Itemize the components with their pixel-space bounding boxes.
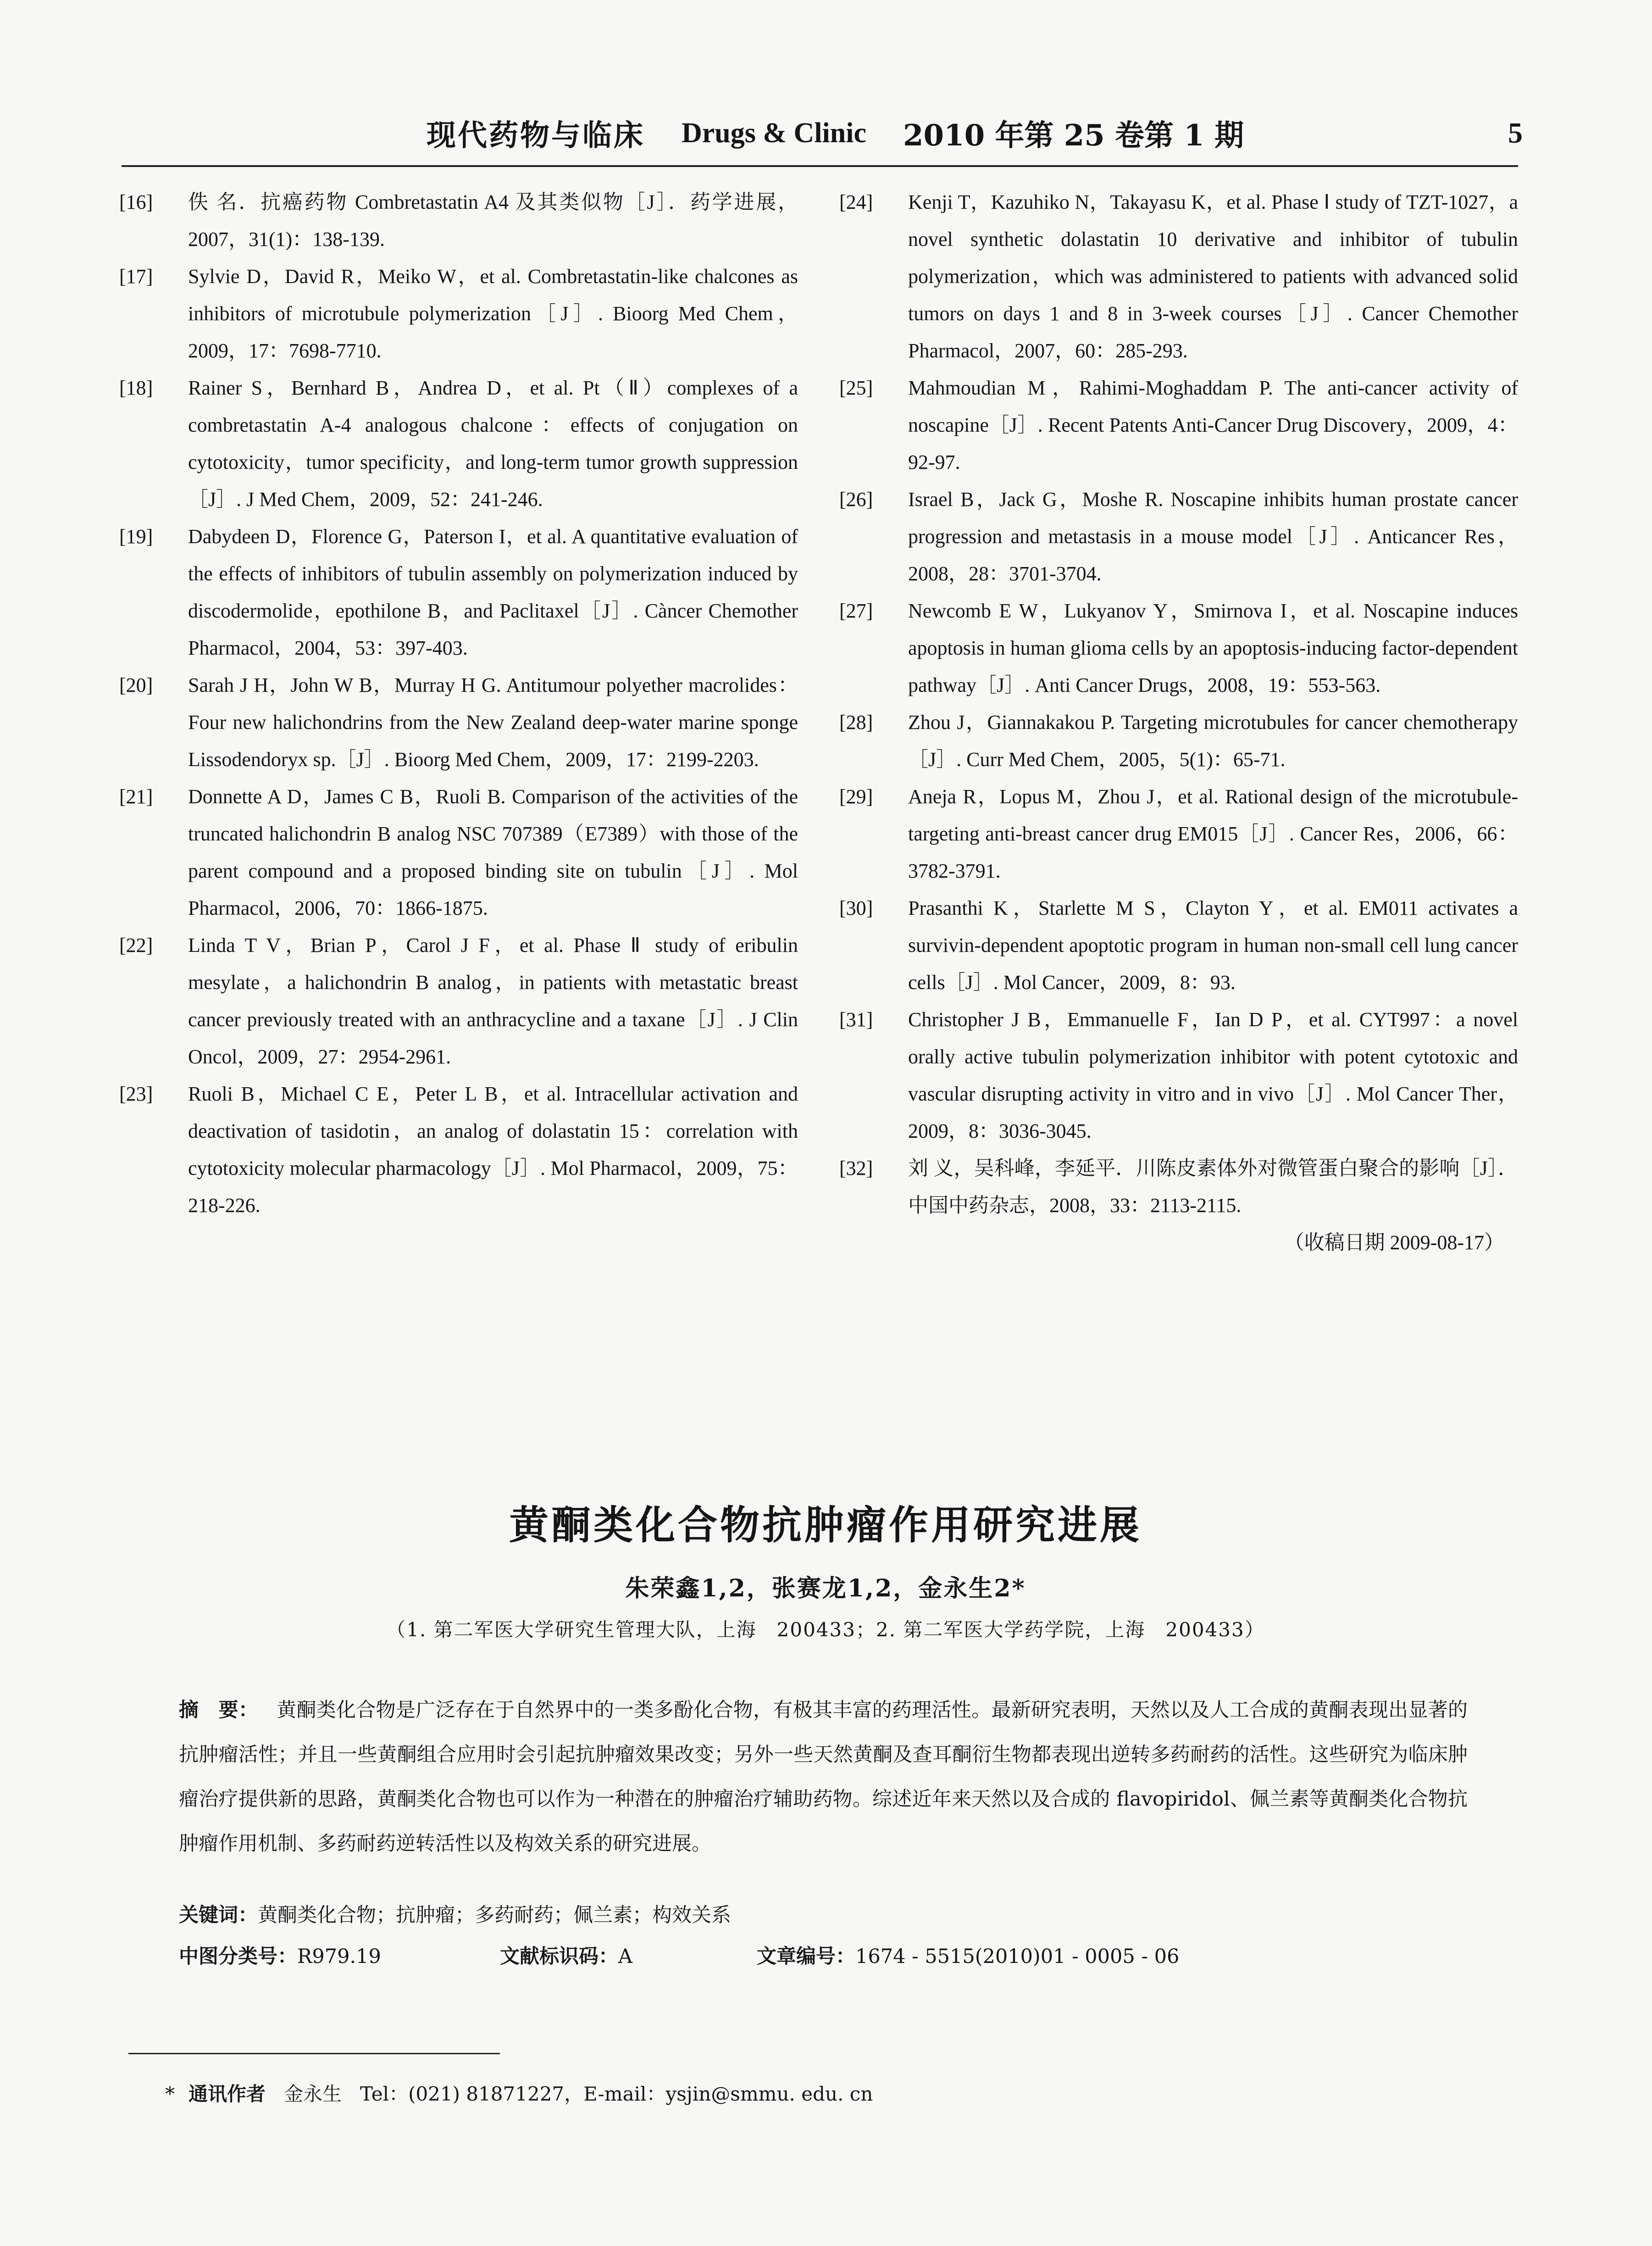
article-title: 黄酮类化合物抗肿瘤作用研究进展: [509, 1502, 1142, 1548]
reference-number: [26]: [839, 488, 873, 511]
article-number-value: 1674 - 5515(2010)01 - 0005 - 06: [855, 1945, 1180, 1968]
reference-item: [119, 518, 798, 667]
reference-text: Israel B，Jack G，Moshe R. Noscapine inhibits human prostate cancer progression and metastasis in a mouse model［J］. Anticancer Res，2008，28：3701-3704.: [908, 488, 1518, 585]
reference-item: [839, 1150, 1518, 1224]
reference-item: [119, 778, 798, 927]
reference-number: [19]: [119, 525, 153, 548]
reference-item: [839, 369, 1518, 481]
clc-value: R979.19: [297, 1945, 381, 1968]
reference-text: Sarah J H，John W B，Murray H G. Antitumour polyether macrolides：Four new halichondrins from the New Zealand deep-water marine sponge Lissodendoryx sp.［J］. Bioorg Med Chem，2009，17：2199-2203.: [188, 674, 798, 771]
classification-line: [179, 1938, 1468, 1975]
reference-text: 佚 名．抗癌药物 Combretastatin A4 及其类似物［J］．药学进展，2007，31(1)：138-139.: [188, 191, 798, 250]
footnote-label: 通讯作者: [188, 2083, 266, 2105]
keywords-text: 黄酮类化合物；抗肿瘤；多药耐药；佩兰素；构效关系: [258, 1904, 731, 1927]
doc-code-label: 文献标识码：: [500, 1945, 618, 1968]
references-right-column: [839, 183, 1518, 1261]
abstract-label: 摘 要：: [179, 1699, 259, 1722]
reference-number: [28]: [839, 711, 873, 734]
reference-number: [23]: [119, 1083, 153, 1105]
journal-issue: 2010 年第 25 卷第 1 期: [903, 118, 1244, 153]
reference-item: [119, 1075, 798, 1224]
reference-text: Newcomb E W，Lukyanov Y，Smirnova I，et al. Noscapine induces apoptosis in human glioma cells by an apoptosis-inducing factor-dependent pathway［J］. Anti Cancer Drugs，2008，19：553-563.: [908, 600, 1518, 696]
reference-number: [31]: [839, 1008, 873, 1031]
article-authors: 朱荣鑫1,2，张赛龙1,2，金永生2*: [625, 1574, 1026, 1602]
reference-item: [119, 183, 798, 258]
reference-text: Sylvie D，David R，Meiko W，et al. Combretastatin-like chalcones as inhibitors of microtubule polymerization［J］. Bioorg Med Chem，2009，17：7698-7710.: [188, 265, 798, 362]
reference-item: [839, 183, 1518, 369]
reference-text: Christopher J B，Emmanuelle F，Ian D P，et al. CYT997：a novel orally active tubulin polymerization inhibitor with potent cytotoxic and vascular disrupting activity in vitro and in vivo［J］. Mol Cancer Ther，2009，8：3036-3045.: [908, 1008, 1518, 1142]
journal-name-en: Drugs & Clinic: [682, 117, 866, 149]
references-left-column: [119, 183, 798, 1224]
reference-number: [20]: [119, 674, 153, 696]
reference-text: Mahmoudian M，Rahimi-Moghaddam P. The anti-cancer activity of noscapine［J］. Recent Patents Anti-Cancer Drug Discovery，2009，4：92-97.: [908, 377, 1518, 473]
article-affiliation: （1. 第二军医大学研究生管理大队，上海 200433；2. 第二军医大学药学院，上海 200433）: [386, 1618, 1265, 1641]
reference-number: [30]: [839, 897, 873, 919]
reference-number: [24]: [839, 191, 873, 213]
reference-item: [119, 369, 798, 518]
reference-item: [839, 592, 1518, 704]
reference-number: [25]: [839, 377, 873, 399]
reference-item: [119, 258, 798, 369]
reference-number: [27]: [839, 600, 873, 622]
reference-text: Zhou J，Giannakakou P. Targeting microtubules for cancer chemotherapy［J］. Curr Med Chem，2005，5(1)：65-71.: [908, 711, 1518, 771]
footnote-contact: Tel：(021) 81871227，E-mail：ysjin@smmu. edu. cn: [360, 2083, 873, 2105]
keywords-label: 关键词：: [179, 1904, 258, 1927]
reference-number: [16]: [119, 191, 153, 213]
reference-item: [839, 704, 1518, 778]
page-header: [128, 96, 1523, 170]
reference-text: Ruoli B，Michael C E，Peter L B，et al. Intracellular activation and deactivation of tasidotin，an analog of dolastatin 15：correlation with cytotoxicity molecular pharmacology［J］. Mol Pharmacol，2009，75：218-226.: [188, 1083, 798, 1217]
reference-text: Donnette A D，James C B，Ruoli B. Comparison of the activities of the truncated halichondrin B analog NSC 707389（E7389）with those of the parent compound and a proposed binding site on tubulin［J］. Mol Pharmacol，2006，70：1866-1875.: [188, 785, 798, 919]
reference-number: [21]: [119, 785, 153, 808]
header-rule: [122, 165, 1518, 167]
abstract: [179, 1688, 1468, 1866]
page-number: 5: [1508, 117, 1523, 149]
clc-field: [179, 1938, 500, 1975]
reference-item: [839, 778, 1518, 890]
article-number-label: 文章编号：: [757, 1945, 855, 1968]
abstract-text: 黄酮类化合物是广泛存在于自然界中的一类多酚化合物，有极其丰富的药理活性。最新研究表明，天然以及人工合成的黄酮表现出显著的抗肿瘤活性；并且一些黄酮组合应用时会引起抗肿瘤效果改变；另外一些天然黄酮及查耳酮衍生物都表现出逆转多药耐药的活性。这些研究为临床肿瘤治疗提供新的思路，黄酮类化合物也可以作为一种潜在的肿瘤治疗辅助药物。综述近年来天然以及合成的 flavopiridol、佩兰素等黄酮类化合物抗肿瘤作用机制、多药耐药逆转活性以及构效关系的研究进展。: [179, 1699, 1468, 1855]
journal-name-cn: 现代药物与临床: [427, 118, 645, 153]
reference-text: Linda T V，Brian P，Carol J F，et al. Phase Ⅱ study of eribulin mesylate，a halichondrin B analog，in patients with metastatic breast cancer previously treated with an anthracycline and a taxane［J］. J Clin Oncol，2009，27：2954-2961.: [188, 934, 798, 1068]
article-number-field: [757, 1938, 1179, 1975]
doc-code-value: A: [618, 1945, 633, 1968]
reference-text: 刘 义，吴科峰，李延平．川陈皮素体外对微管蛋白聚合的影响［J］．中国中药杂志，2008，33：2113-2115.: [908, 1157, 1518, 1217]
keywords: [179, 1897, 1468, 1934]
reference-number: [22]: [119, 934, 153, 956]
footnote-rule: [128, 2053, 500, 2054]
reference-item: [839, 890, 1518, 1001]
footnote: [165, 2076, 1495, 2113]
clc-label: 中图分类号：: [179, 1945, 297, 1968]
reference-text: Aneja R，Lopus M，Zhou J，et al. Rational design of the microtubule-targeting anti-breast cancer drug EM015［J］. Cancer Res，2006，66：3782-3791.: [908, 785, 1518, 882]
doc-code-field: [500, 1938, 757, 1975]
reference-item: [119, 667, 798, 778]
reference-number: [29]: [839, 785, 873, 808]
reference-number: [17]: [119, 265, 153, 288]
reference-number: [18]: [119, 377, 153, 399]
reference-number: [32]: [839, 1157, 873, 1179]
reference-text: Prasanthi K，Starlette M S，Clayton Y，et al. EM011 activates a survivin-dependent apoptotic program in human non-small cell lung cancer cells［J］. Mol Cancer，2009，8：93.: [908, 897, 1518, 994]
footnote-name: 金永生: [284, 2083, 342, 2105]
reference-item: [839, 1001, 1518, 1150]
reference-text: Kenji T，Kazuhiko N，Takayasu K，et al. Phase Ⅰ study of TZT-1027，a novel synthetic dolastatin 10 derivative and inhibitor of tubulin polymerization，which was administered to patients with advanced solid tumors on days 1 and 8 in 3-week courses［J］. Cancer Chemother Pharmacol，2007，60：285-293.: [908, 191, 1518, 362]
reference-text: Rainer S，Bernhard B，Andrea D，et al. Pt（Ⅱ）complexes of a combretastatin A-4 analogous chalcone：effects of conjugation on cytotoxicity，tumor specificity，and long-term tumor growth suppression［J］. J Med Chem，2009，52：241-246.: [188, 377, 798, 511]
reference-item: [839, 481, 1518, 592]
reference-text: Dabydeen D，Florence G，Paterson I，et al. A quantitative evaluation of the effects of inhibitors of tubulin assembly on polymerization induced by discodermolide，epothilone B，and Paclitaxel［J］. Càncer Chemother Pharmacol，2004，53：397-403.: [188, 525, 798, 659]
footnote-star: *: [165, 2083, 175, 2105]
reference-item: [119, 927, 798, 1075]
received-date: （收稿日期 2009-08-17）: [1284, 1231, 1504, 1254]
